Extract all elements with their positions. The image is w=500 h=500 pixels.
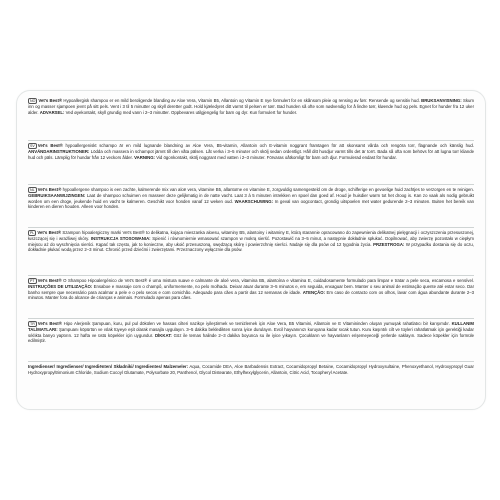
section-divider xyxy=(28,361,474,362)
language-code-badge: NO xyxy=(30,99,36,103)
language-code-badge: NL xyxy=(30,188,35,192)
directions-heading: INSTRUÇÕES DE UTILIZAÇÃO: xyxy=(28,284,93,289)
section-divider xyxy=(28,184,474,185)
warning-heading: PRZESTROGA: xyxy=(373,241,405,247)
brand-name: Vet's Best® xyxy=(37,278,62,284)
section-dutch xyxy=(28,187,474,210)
warning-heading: ATENÇÃO: xyxy=(302,289,326,295)
description-text: O Shampoo Hipoalergénico de Vet's Best® é uma mistura suave e calmante de aloé vera, vitamina B5, alantoína e vitamina E, cuidadosamente formulado para limpar e tratar a pele seca, escamosa e sensível. xyxy=(61,278,474,284)
directions-text: Spienić i równomiernie wmasować szampon w mokrą sierść. Pozostawić na 3–5 minut, a następnie dokładnie spłukać. Dopilnować, aby zwierzę pozostało w ciepłym miejscu aż do wyschnięcia sierści. Kąpać tak często, jak to konieczne, aby ukoić przesuszoną, swędzącą skórę i powierzchnię sierści. Nadaje się dla psów od 12 tygodnia życia. xyxy=(28,236,474,247)
description-text: Hypoallergisk shampoo er en mild beroligende blanding av Aloe Vera, Vitamin B5, Allantoin og Vitamin E nye formulert for en skånsom pleie og rensing av førr. Rensende og sensitiv hud. xyxy=(62,98,422,104)
warning-text: Göz ile temas halinde 2–3 dakika boyunca su ile iyice yıkayın. Çocukların ve hayvanların erişemeyeceği yerlerde saklayın. Sadece köpekler için formüle edilmiştir. xyxy=(28,332,474,344)
directions-text: Ensaboe e massaje com o champô, uniformemente, no pelo molhado. Deixar atuar durante 3–5 minutos e, em seguida, enxaguar bem. Manter o seu animal de estimação quente até estar seco. Dar banho sempre que necessário para acalmar a pele e o pelo secos e com comichão. Adequado para cães a partir das 12 semanas de idade. xyxy=(28,284,474,295)
language-code-badge: PT xyxy=(30,279,35,283)
brand-name: Vet's Best® xyxy=(37,321,62,327)
directions-text: Lödda och massera in schampot jämnt till den våta pälsen. Låt verka i 3–5 minuter och skölj sedan ordentligt. Håll ditt husdjur varmt tills det är torrt. Bada så ofta som behövs för att lugna torr kliande hud och päls. Lämplig för hundar från 12 veckors ålder. xyxy=(28,149,474,160)
warning-heading: ADVARSEL: xyxy=(39,109,65,115)
warning-text: Ved øyekontakt, skyll grundig med vann i 2–3 minutter. Oppbevares utilgjengelig for barn og dyr. Kun formulert for hunder. xyxy=(64,109,298,115)
directions-heading: BRUKSANVISNING: xyxy=(421,98,462,104)
section-ingredients xyxy=(28,364,474,375)
description-text: Szampon hipoalergiczny marki Vet's Best® to delikatna, kojąca mieszanka aloesu, witaminy B5, alantoiny i witaminy E, którą starannie opracowano do zapewnienia delikatnej pielęgnacji i oczyszczenia przesuszonej, łuszczącej się i wrażliwej skóry. xyxy=(28,230,474,241)
language-code-badge: PL xyxy=(30,231,35,235)
description-text: hypoallergene shampoo is een zachte, kalmerende mix van aloë vera, vitamine B5, allantoïne en vitamine E, zorgvuldig samengesteld om de droge, schilferige en gevoelige huid zachtjes te verzorgen en te reinigen. xyxy=(61,187,474,193)
language-code-badge: SV xyxy=(30,144,35,148)
warning-text: W przypadku dostania się do oczu, dokładnie płukać wodą przez 2–3 minut. Chronić przed dziećmi i zwierzętami. Przeznaczony wyłącznie dla psów. xyxy=(28,241,474,253)
description-text: Hipo Alerjenik Şampuan, kuru, pul pul dökülen ve hassas cilteri nazikçe iyileştirmek ve temizlemek için Aloe Vera, B5 Vitamini, Allantoin ve E Vitamininden oluşan yumuşak rahatlatıcı bir karışımdır. xyxy=(61,321,452,327)
directions-text: Şampuanı köpürtün ve ıslak tüyeye eşit olarak masajla uygulayın. 3–5 dakika bekledikten sonra iyice durulayın. Evcil hayvanınızı kuruyana kadar sıcak tutun. Kuru kaşıntılı cilt ve tüyleri rahatlatmak için gerektiği kadar sıklıkta banyo yaptırın. 12 hafta ve üstü köpekler için uygundur. xyxy=(28,327,474,338)
section-swedish xyxy=(28,143,474,160)
brand-name: Vet's Best® xyxy=(37,230,62,236)
section-divider xyxy=(28,318,474,319)
directions-heading: GEBRUIKSAANWIJZINGEN: xyxy=(28,193,86,198)
directions-heading: ANVÄNDARINSTRUKTIONER: xyxy=(28,149,90,154)
section-portuguese xyxy=(28,278,474,301)
description-text: hypoallergeniskt schampo är en mild lugnande blandning av Aloe Vera, B5-vitamin, Allantoin och E-vitamin noggrant framtagen för att skonsamt vårda och rengöra torr, flagnande och känslig hud. xyxy=(62,143,474,149)
warning-heading: DİKKAT: xyxy=(154,332,172,338)
warning-text: Em caso de contacto com os olhos, lavar com água abundante durante 2–3 minutos. Manter fora do alcance de crianças e animais. Formulado apenas para cães. xyxy=(28,289,474,301)
product-label xyxy=(16,90,486,410)
warning-text: In geval van oogcontact, grondig uitspoelen met water gedurende 2–3 minuten. Buiten het bereik van kinderen en dieren houden. Alleen voor honden. xyxy=(28,198,474,210)
directions-text: Skum inn og masser sjampoen jevnt på sitt pels. Vent i 3 til 5 minutter og skyll deretter godt. Hold kjæledyret ditt varmt til pelsen er tørr. Bad hunden så ofte som nødvendig for å lindre tørr, kløende hud og pels. Egnet for hunder fra 12 uker alder. xyxy=(28,98,474,115)
warning-text: Vid ögonkontakt, skölj noggrant med vatten i 2–3 minuter. Förvaras oåtkomligt för barn och djur. Formulerad endast för hundar. xyxy=(155,154,397,160)
section-turkish xyxy=(28,321,474,344)
language-code-badge: TR xyxy=(30,322,35,326)
brand-name: Vet's Best® xyxy=(37,143,63,149)
ingredients-text: Aqua, Cocamide DEA, Aloe Barbadensis Extract, Cocamidopropyl Betaine, Cocamidopropyl Hydroxysultaine, Phenoxyethanol, Hydroxypropyl Guar Hydroxypropyltrimonium Chloride, Sodium Cocoyl Glutamate, Polysorbate 20, Panthenol, Glycol Distearate, Ethylhexylglycerin, Allantoin, Citric Acid, Tocopheryl Acetate. xyxy=(28,364,474,375)
ingredients-heading: Ingredienser/ Ingredienser/ Ingrediënten/ Składniki/ Ingredientes/ Malzemeler: xyxy=(28,364,189,369)
brand-name: Vet's Best® xyxy=(37,187,62,193)
section-divider xyxy=(28,275,474,276)
section-polish xyxy=(28,230,474,253)
section-norwegian xyxy=(28,98,474,115)
brand-name: Vet's Best® xyxy=(38,98,63,104)
warning-heading: WAARSCHUWING: xyxy=(234,198,274,204)
warning-heading: VARNING: xyxy=(134,154,155,160)
directions-heading: INSTRUKCJA STOSOWANIA: xyxy=(90,236,151,241)
directions-heading: KULLANIM TALİMATLARI: xyxy=(28,321,474,332)
section-divider xyxy=(28,140,474,141)
directions-text: Laat de shampoo schuimen en masseer deze gelijkmatig in de natte vacht. Laat 3 à 5 minuten intrekken en spoel dan goed af. Houd je huisdier warm tot het droog is. Kan zo vaak als nodig gebruikt worden om een droge, jeukende huid en vacht te kalmeren. Geschikt voor honden vanaf 12 weken oud. xyxy=(28,193,474,204)
section-divider xyxy=(28,227,474,228)
